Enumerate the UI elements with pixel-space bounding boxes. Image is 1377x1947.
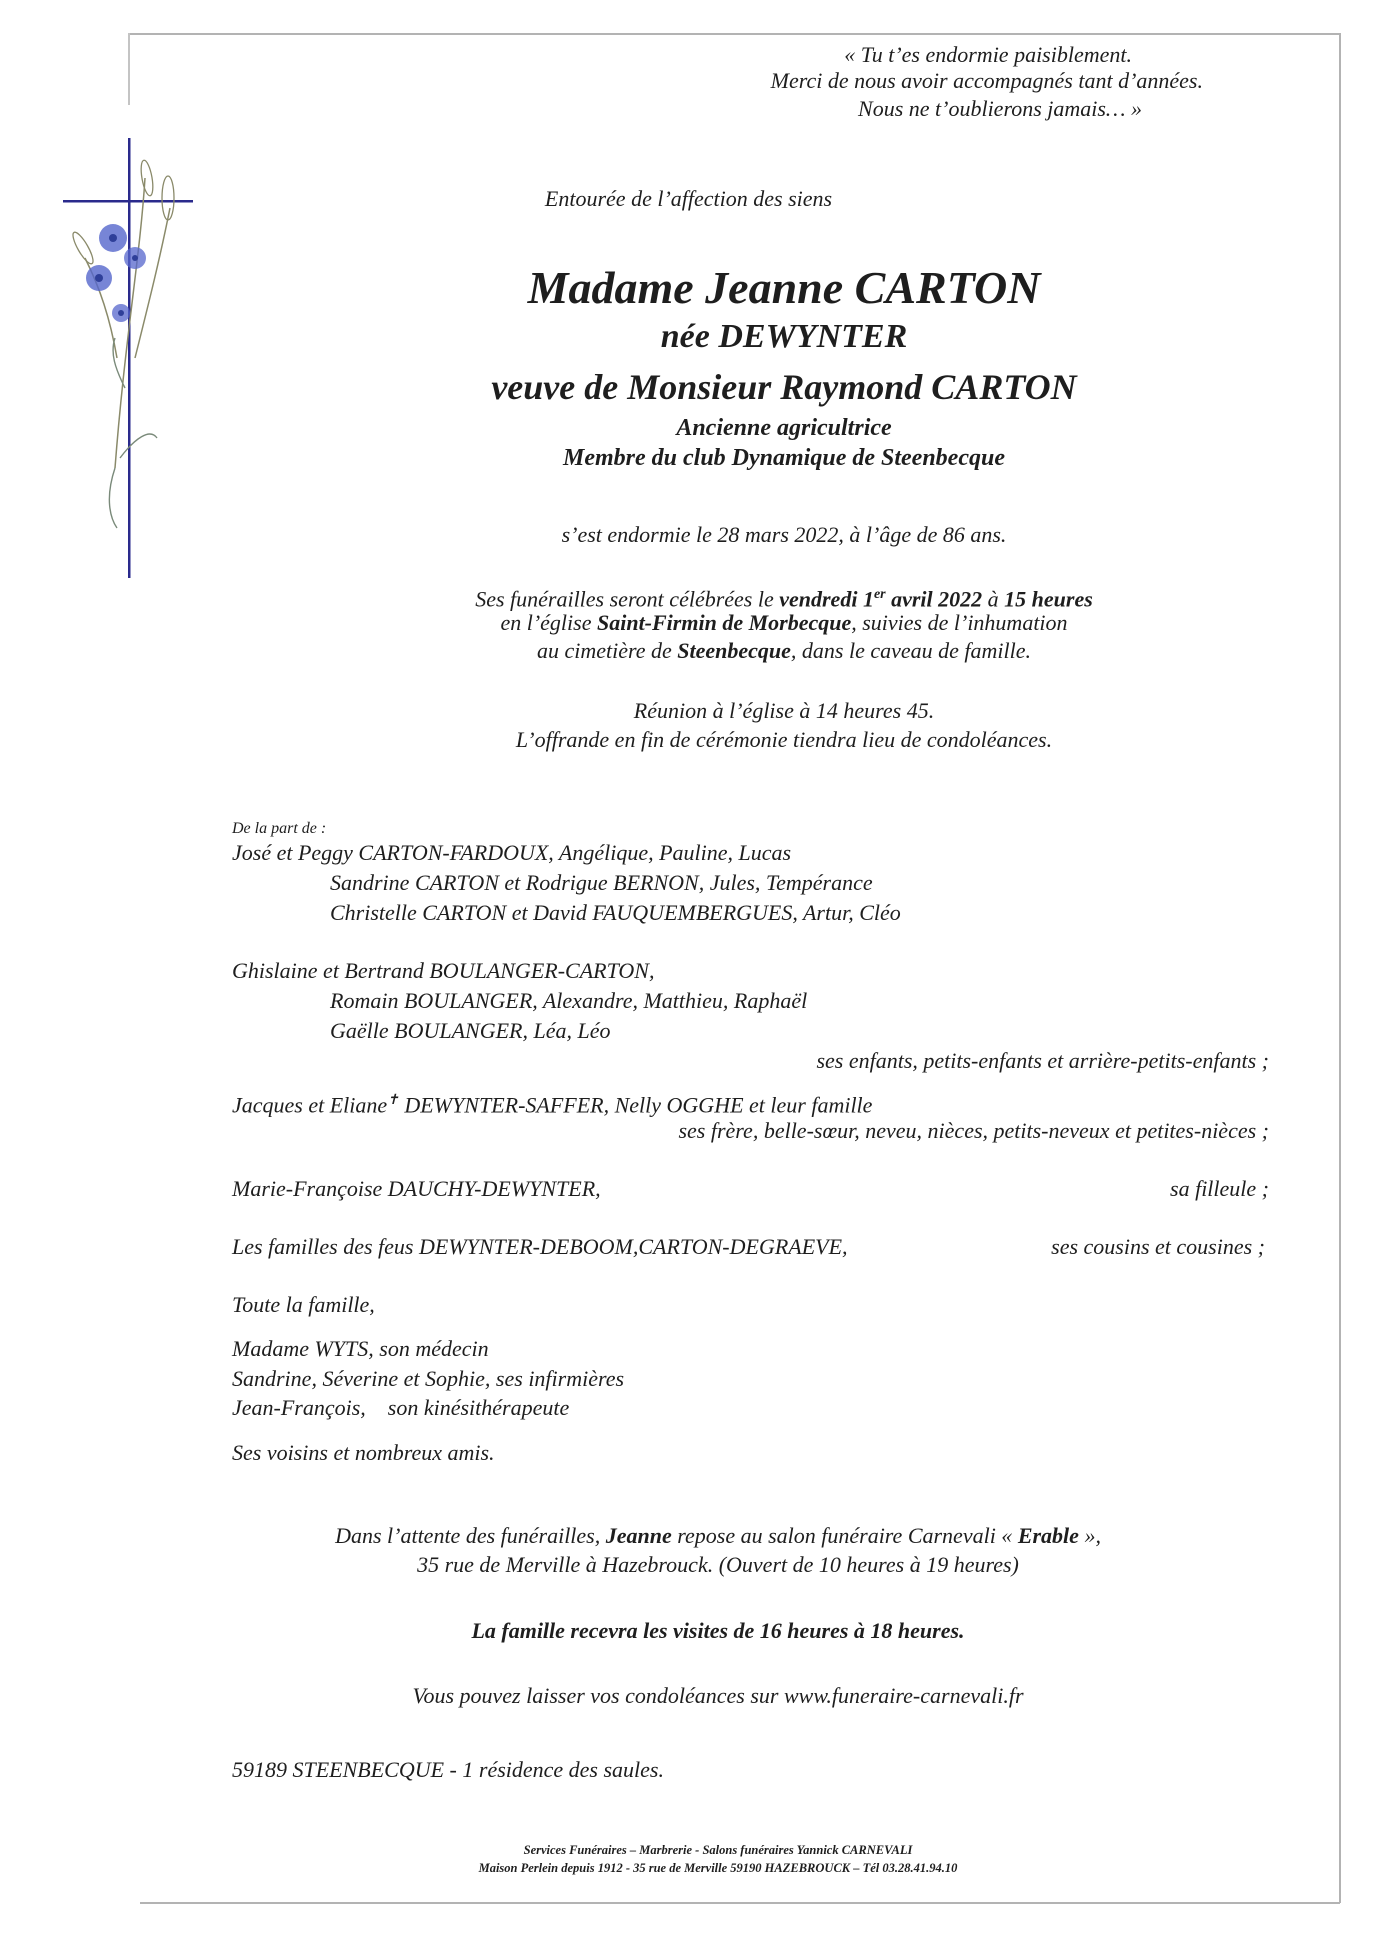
family-line: Marie-Françoise DAUCHY-DEWYNTER, xyxy=(232,1176,601,1201)
church-suffix: , suivies de l’inhumation xyxy=(851,610,1068,635)
frame-left-border xyxy=(128,33,130,105)
family-line: Romain BOULANGER, Alexandre, Matthieu, Raphaël xyxy=(330,988,808,1013)
wake-line-1 xyxy=(0,1523,1377,1549)
funeral-day-suffix: er xyxy=(873,587,886,602)
family-relation: ses enfants, petits-enfants et arrière-petits-enfants ; xyxy=(816,1048,1269,1073)
funeral-line-1 xyxy=(0,582,1377,612)
funeral-text: Ses funérailles seront célébrées le xyxy=(475,586,780,612)
meeting-line-2: L’offrande en fin de cérémonie tiendra lieu de condoléances. xyxy=(515,727,1053,752)
church-name: Saint-Firmin de Morbecque xyxy=(596,610,852,635)
from-label: De la part de : xyxy=(232,820,327,837)
cemetery-name: Steenbecque xyxy=(677,638,791,663)
church-prefix: en l’église xyxy=(500,610,597,635)
death-notice: s’est endormie le 28 mars 2022, à l’âge de 86 ans. xyxy=(561,522,1007,547)
family-line: Toute la famille, xyxy=(232,1292,375,1317)
funeral-time: 15 heures xyxy=(1004,586,1093,612)
family-line: Ghislaine et Bertrand BOULANGER-CARTON, xyxy=(232,958,655,983)
family-relation: sa filleule ; xyxy=(1170,1176,1269,1201)
family-line: Sandrine CARTON et Rodrigue BERNON, Jules, Tempérance xyxy=(330,870,873,895)
family-relation: ses frère, belle-sœur, neveu, nièces, petits-neveux et petites-nièces ; xyxy=(678,1118,1269,1143)
intro-line: Entourée de l’affection des siens xyxy=(544,186,833,211)
family-names: Jacques et Eliane xyxy=(232,1092,388,1118)
deceased-name: Madame Jeanne CARTON xyxy=(527,262,1041,313)
family-line: Sandrine, Séverine et Sophie, ses infirmières xyxy=(232,1366,625,1391)
wake-line-2: 35 rue de Merville à Hazebrouck. (Ouvert de 10 heures à 19 heures) xyxy=(417,1552,1019,1577)
meeting-line-1: Réunion à l’église à 14 heures 45. xyxy=(633,698,935,723)
quote-line-1: « Tu t’es endormie paisiblement. xyxy=(844,42,1132,67)
deceased-mark-icon: ✝ xyxy=(387,1093,399,1108)
wake-salon-name: Erable xyxy=(1017,1523,1079,1548)
deceased-widow-of: veuve de Monsieur Raymond CARTON xyxy=(491,367,1077,407)
footer-line-2: Maison Perlein depuis 1912 - 35 rue de Merville 59190 HAZEBROUCK – Tél 03.28.41.94.10 xyxy=(478,1861,958,1875)
family-relation: ses cousins et cousines ; xyxy=(1051,1234,1265,1259)
funeral-line-2 xyxy=(0,610,1377,636)
cemetery-prefix: au cimetière de xyxy=(536,638,678,663)
footer-line-1: Services Funéraires – Marbrerie - Salons funéraires Yannick CARNEVALI xyxy=(523,1843,913,1857)
condolences-notice: Vous pouvez laisser vos condoléances sur www.funeraire-carnevali.fr xyxy=(412,1683,1024,1708)
deceased-occupation: Ancienne agricultrice xyxy=(676,415,892,441)
deceased-maiden-name: née DEWYNTER xyxy=(660,318,908,355)
family-line: Madame WYTS, son médecin xyxy=(232,1336,489,1361)
family-line: Ses voisins et nombreux amis. xyxy=(232,1440,495,1465)
family-address: 59189 STEENBECQUE - 1 résidence des saules. xyxy=(232,1757,664,1782)
family-names: DEWYNTER-SAFFER, Nelly OGGHE et leur famille xyxy=(398,1092,873,1118)
funeral-day: vendredi 1 xyxy=(779,586,874,612)
wake-text: Dans l’attente des funérailles, xyxy=(335,1523,606,1548)
family-line: José et Peggy CARTON-FARDOUX, Angélique, Pauline, Lucas xyxy=(232,840,792,865)
family-line: Christelle CARTON et David FAUQUEMBERGUES, Artur, Cléo xyxy=(330,900,901,925)
quote-line-2: Merci de nous avoir accompagnés tant d’années. xyxy=(770,68,1203,93)
frame-top-border xyxy=(128,33,1340,35)
frame-bottom-border xyxy=(140,1902,1340,1904)
wake-text: », xyxy=(1078,1523,1101,1548)
wake-first-name: Jeanne xyxy=(605,1523,672,1548)
visits-notice: La famille recevra les visites de 16 heures à 18 heures. xyxy=(471,1618,965,1643)
family-line: Gaëlle BOULANGER, Léa, Léo xyxy=(330,1018,611,1043)
funeral-line-3 xyxy=(0,638,1377,664)
family-line: Jean-François, son kinésithérapeute xyxy=(232,1395,570,1420)
quote-line-3: Nous ne t’oublierons jamais… » xyxy=(858,96,1142,121)
family-line xyxy=(232,1088,872,1118)
funeral-date: avril 2022 xyxy=(885,586,983,612)
funeral-at: à xyxy=(982,586,1005,612)
family-line: Les familles des feus DEWYNTER-DEBOOM,CARTON-DEGRAEVE, xyxy=(232,1234,848,1259)
wake-text: repose au salon funéraire Carnevali « xyxy=(671,1523,1018,1548)
cemetery-suffix: , dans le caveau de famille. xyxy=(790,638,1032,663)
deceased-membership: Membre du club Dynamique de Steenbecque xyxy=(563,445,1005,471)
